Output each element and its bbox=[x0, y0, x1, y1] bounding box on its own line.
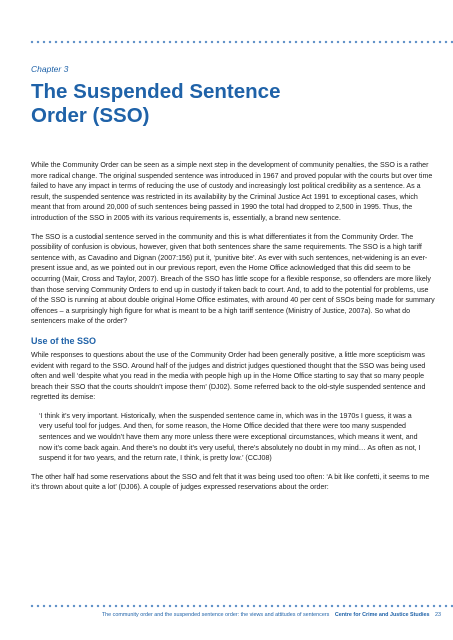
page-number: 23 bbox=[435, 612, 441, 618]
chapter-label: Chapter 3 bbox=[31, 64, 69, 74]
block-quote: ‘I think it’s very important. Historically, when the suspended sentence came in, which was in the 1970s I guess, it was a very useful tool for judges. And then, for some reason, the Home Office decided that there were too many suspended sentences and we wouldn’t have them any more unless there were exceptional circumstances, which means it went, and now it’s come back again. And there’s no doubt it’s very useful, there’s absolutely no doubt in my mind… As often as not, I suspend it for two years, and the return rate, I think, is pretty low.’ (CCJ08) bbox=[39, 411, 421, 463]
footer-running-title: The community order and the suspended sentence order: the views and attitudes of sentencers bbox=[101, 612, 330, 618]
section-heading: Use of the SSO bbox=[31, 335, 97, 346]
paragraph-use: While responses to questions about the use of the Community Order had been generally positive, a little more scepticism was evident with regard to the SSO. Around half of the judges and district judges questioned thought that the SSO was being used often and well ‘despite what you read in the media with people high up in the Home Office starting to say that so many people breach their SSO that the courts shouldn’t impose them’ (DJ02). Some referred back to the old-style suspended sentence and regretted its demise: bbox=[31, 350, 426, 402]
paragraph-reservations: The other half had some reservations about the SSO and felt that it was being used too often: ‘A bit like confetti, it seems to me it’s thrown about quite a lot’ (DJ06). A couple of judges expressed reservations about the order: bbox=[31, 472, 430, 492]
page-footer bbox=[102, 611, 441, 619]
paragraph-intro: While the Community Order can be seen as a simple next step in the development of community penalties, the SSO is a rather more radical change. The original suspended sentence was introduced in 1967 and proved popular with the courts but over time failed to have any impact in terms of reducing the use of custody and increasingly lost political credibility as a sentence. As a result, the suspended sentence was restricted in its availability by the Criminal Justice Act 1991 to exceptional cases, which meant that from around 20,000 of such sentences being passed in 1990 the total had dropped to 2,500 in 1995. Thus, the introduction of the SSO in 2005 with its various requirements is, essentially, a brand new sentence. bbox=[31, 161, 433, 222]
top-dotted-rule bbox=[29, 40, 453, 44]
body-text bbox=[31, 160, 436, 501]
footer-organisation: Centre for Crime and Justice Studies bbox=[334, 612, 430, 618]
chapter-title: The Suspended Sentence Order (SSO) bbox=[31, 80, 281, 127]
paragraph-custodial: The SSO is a custodial sentence served in the community and this is what differentiates it from the Community Order. The possibility of confusion is obvious, however, given that both sentences share the same requirements. The SSO is a high tariff sentence with, as Cavadino and Dignan (2007:156) put it, ‘punitive bite’. As ever with such sentences, net-widening is an ever-present issue and, as we pointed out in our previous report, even the Home Office acknowledged that this did seem to be occurring (Mair, Cross and Taylor, 2007). Breach of the SSO has little scope for a flexible response, so offenders are more likely than those serving Community Orders to end up in custody if taken back to court. And, to add to the potential for problems, use of the SSO is running at about double original Home Office estimates, with around 40 per cent of SSOs being made for summary offences – a surprisingly high figure for what is meant to be a high tariff sentence (Ministry of Justice, 2007a). So what do sentencers make of the order? bbox=[31, 232, 435, 326]
bottom-dotted-rule bbox=[29, 604, 453, 608]
